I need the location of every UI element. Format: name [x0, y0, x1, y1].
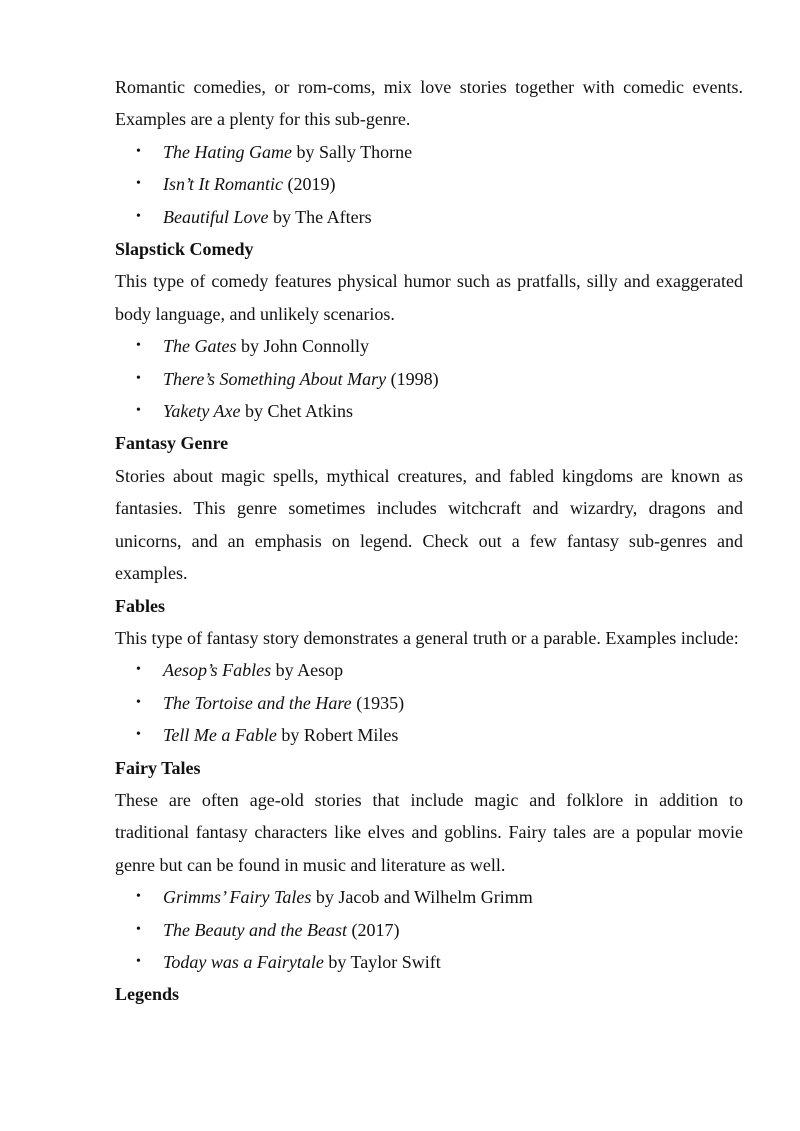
bullet-icon: • [136, 953, 141, 969]
example-list [115, 654, 743, 751]
example-list [115, 136, 743, 233]
work-title: There’s Something About Mary [163, 368, 387, 389]
list-item [115, 363, 743, 395]
work-detail: (2019) [282, 174, 336, 195]
list-item [115, 719, 743, 751]
work-detail: (1998) [386, 368, 439, 389]
work-title: Yakety Axe [163, 401, 241, 422]
work-detail: by The Afters [268, 206, 372, 227]
bullet-icon: • [136, 370, 141, 386]
section-heading: Slapstick Comedy [115, 239, 254, 260]
work-detail: by Robert Miles [276, 725, 399, 746]
work-title: The Tortoise and the Hare [163, 692, 352, 713]
bullet-icon: • [136, 889, 141, 905]
section-heading: Fairy Tales [115, 757, 201, 778]
section-heading: Fantasy Genre [115, 433, 229, 454]
section-paragraph: This type of comedy features physical humor such as pratfalls, silly and exaggerated body language, and unlikely scenarios. [115, 271, 743, 324]
list-item [115, 687, 743, 719]
work-title: Today was a Fairytale [163, 951, 324, 972]
section-slapstick-comedy [115, 233, 743, 427]
work-title: The Hating Game [163, 141, 292, 162]
bullet-icon: • [136, 208, 141, 224]
work-detail: by Chet Atkins [240, 401, 353, 422]
section-paragraph: These are often age-old stories that include magic and folklore in addition to traditional fantasy characters like elves and goblins. Fairy tales are a popular movie genre but can be found in music and literature as well. [115, 789, 743, 875]
section-legends [115, 978, 743, 1010]
work-detail: by Taylor Swift [323, 951, 441, 972]
bullet-icon: • [136, 921, 141, 937]
section-paragraph: Stories about magic spells, mythical creatures, and fabled kingdoms are known as fantasies. This genre sometimes includes witchcraft and wizardry, dragons and unicorns, and an emphasis on legend. Check out a few fantasy sub-genres and examples. [115, 465, 743, 584]
section-fairy-tales [115, 752, 743, 979]
list-item [115, 330, 743, 362]
document-page [115, 71, 743, 1011]
bullet-icon: • [136, 176, 141, 192]
work-detail: (2017) [346, 919, 400, 940]
bullet-icon: • [136, 662, 141, 678]
work-detail: by Sally Thorne [292, 141, 413, 162]
section-paragraph: This type of fantasy story demonstrates a general truth or a parable. Examples include: [115, 627, 739, 648]
list-item [115, 201, 743, 233]
work-detail: by Aesop [271, 660, 344, 681]
work-title: Beautiful Love [163, 206, 269, 227]
bullet-icon: • [136, 403, 141, 419]
list-item [115, 136, 743, 168]
work-title: Aesop’s Fables [163, 660, 272, 681]
list-item [115, 654, 743, 686]
work-detail: by Jacob and Wilhelm Grimm [311, 887, 533, 908]
work-title: Tell Me a Fable [163, 725, 277, 746]
bullet-icon: • [136, 143, 141, 159]
bullet-icon: • [136, 727, 141, 743]
section-heading: Fables [115, 595, 166, 616]
section-romantic-comedy [115, 71, 743, 233]
list-item [115, 395, 743, 427]
list-item [115, 946, 743, 978]
example-list [115, 330, 743, 427]
work-title: Isn’t It Romantic [163, 174, 283, 195]
section-heading: Legends [115, 984, 180, 1005]
example-list [115, 881, 743, 978]
work-title: The Gates [163, 336, 237, 357]
work-title: The Beauty and the Beast [163, 919, 347, 940]
section-fantasy-genre [115, 427, 743, 589]
work-detail: by John Connolly [236, 336, 370, 357]
section-paragraph: Romantic comedies, or rom-coms, mix love stories together with comedic events. Examples are a plenty for this sub-genre. [115, 77, 743, 130]
list-item [115, 914, 743, 946]
work-detail: (1935) [351, 692, 405, 713]
list-item [115, 168, 743, 200]
work-title: Grimms’ Fairy Tales [163, 887, 312, 908]
bullet-icon: • [136, 338, 141, 354]
list-item [115, 881, 743, 913]
section-fables [115, 590, 743, 752]
bullet-icon: • [136, 694, 141, 710]
